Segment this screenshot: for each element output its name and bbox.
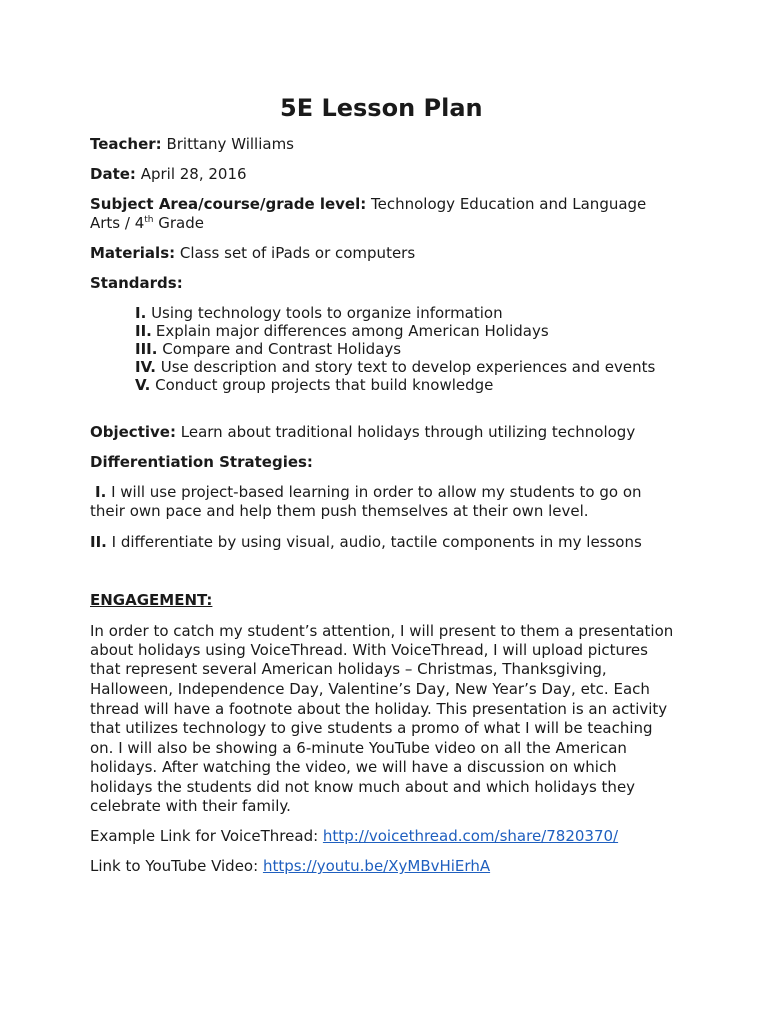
differentiation-text: I will use project-based learning in order to allow my students to go on [111, 483, 642, 501]
materials-line [90, 244, 415, 264]
materials-value: Class set of iPads or computers [179, 244, 416, 262]
engagement-line: celebrate with their family. [90, 797, 291, 815]
youtube-label: Link to YouTube Video: [90, 857, 263, 875]
objective-line [90, 423, 635, 443]
standard-text: Conduct group projects that build knowledge [155, 376, 494, 394]
engagement-line: that represent several American holidays – Christmas, Thanksgiving, [90, 660, 607, 678]
date-value: April 28, 2016 [140, 165, 247, 183]
date-line [90, 165, 247, 185]
teacher-line [90, 135, 294, 155]
subject-value-line2-post: Grade [153, 214, 205, 232]
objective-label: Objective: [90, 423, 176, 441]
standard-text: Explain major differences among American Holidays [155, 322, 549, 340]
youtube-link[interactable]: https://youtu.be/XyMBvHiErhA [262, 857, 491, 875]
standard-num: I. [135, 304, 147, 322]
objective-value: Learn about traditional holidays through utilizing technology [180, 423, 636, 441]
engagement-line: holidays the students did not know much about and which holidays they [90, 778, 636, 796]
engagement-line: In order to catch my student’s attention, I will present to them a presentation [90, 622, 674, 640]
differentiation-item [90, 533, 642, 553]
standard-item [135, 322, 549, 342]
voicethread-label: Example Link for VoiceThread: [90, 827, 323, 845]
standard-text: Using technology tools to organize information [151, 304, 503, 322]
subject-line-2 [90, 214, 204, 234]
date-label: Date: [90, 165, 136, 183]
differentiation-num: I. [95, 483, 107, 501]
standard-num: V. [135, 376, 151, 394]
engagement-line: holidays. After watching the video, we will have a discussion on which [90, 758, 617, 776]
standards-label: Standards: [90, 274, 183, 292]
engagement-line: Halloween, Independence Day, Valentine’s Day, New Year’s Day, etc. Each [90, 680, 650, 698]
differentiation-label: Differentiation Strategies: [90, 453, 313, 471]
subject-value-line2-pre: Arts / 4 [90, 214, 145, 232]
subject-line [90, 195, 646, 215]
subject-value-line1: Technology Education and Language [371, 195, 647, 213]
engagement-heading: ENGAGEMENT: [90, 591, 213, 609]
engagement-line: that utilizes technology to give students a promo of what I will be teaching [90, 719, 653, 737]
standard-item [135, 340, 401, 360]
engagement-line: on. I will also be showing a 6-minute YouTube video on all the American [90, 739, 627, 757]
standard-item [135, 358, 655, 378]
differentiation-item [90, 483, 642, 503]
standard-item [135, 376, 493, 396]
teacher-value: Brittany Williams [166, 135, 294, 153]
subject-label: Subject Area/course/grade level: [90, 195, 367, 213]
differentiation-item-cont: their own pace and help them push themselves at their own level. [90, 502, 589, 520]
youtube-line [90, 857, 490, 877]
standard-text: Use description and story text to develop experiences and events [160, 358, 656, 376]
teacher-label: Teacher: [90, 135, 162, 153]
materials-label: Materials: [90, 244, 176, 262]
page-title: 5E Lesson Plan [280, 94, 483, 122]
standard-num: II. [135, 322, 152, 340]
subject-value-sup: th [144, 215, 154, 225]
standard-item [135, 304, 503, 324]
standard-text: Compare and Contrast Holidays [162, 340, 402, 358]
differentiation-num: II. [90, 533, 107, 551]
differentiation-text: I differentiate by using visual, audio, tactile components in my lessons [111, 533, 642, 551]
standard-num: IV. [135, 358, 156, 376]
standard-num: III. [135, 340, 158, 358]
voicethread-line [90, 827, 618, 847]
engagement-line: about holidays using VoiceThread. With VoiceThread, I will upload pictures [90, 641, 648, 659]
voicethread-link[interactable]: http://voicethread.com/share/7820370/ [322, 827, 619, 845]
engagement-line: thread will have a footnote about the holiday. This presentation is an activity [90, 700, 668, 718]
